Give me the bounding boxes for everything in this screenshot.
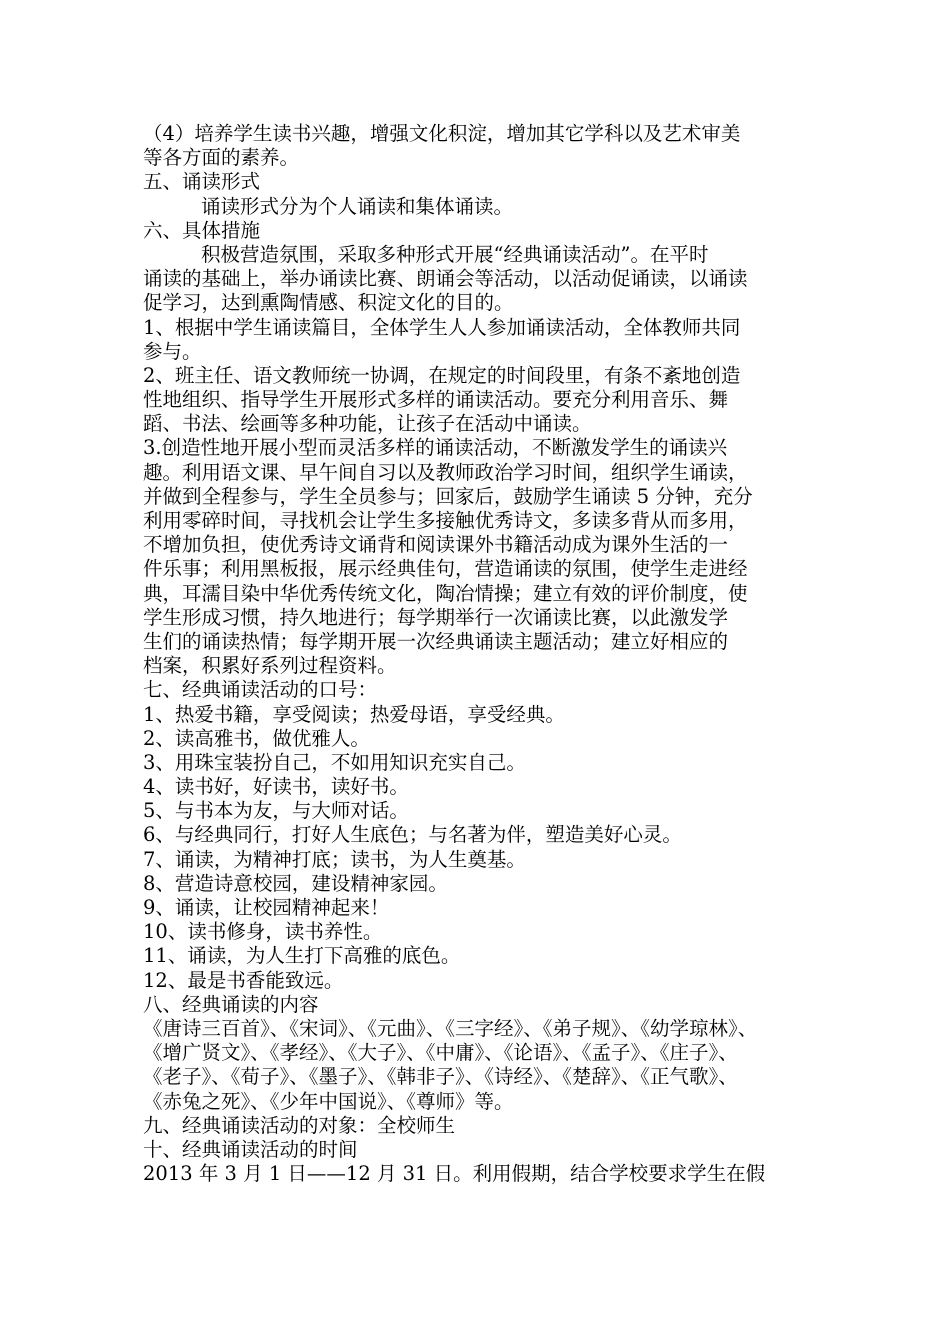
text-line: 1、根据中学生诵读篇目，全体学生人人参加诵读活动，全体教师共同 [143, 315, 741, 339]
text-line: （4）培养学生读书兴趣，增强文化积淀，增加其它学科以及艺术审美 [143, 122, 741, 145]
document-page [143, 122, 815, 1186]
text-line: 生们的诵读热情；每学期开展一次经典诵读主题活动；建立好相应的 [143, 629, 729, 653]
text-line: 六、具体措施 [143, 218, 261, 242]
text-line: 参与。 [143, 339, 202, 363]
text-line: 2、读高雅书，做优雅人。 [143, 726, 370, 750]
text-line: 《唐诗三百首》、《宋词》、《元曲》、《三字经》、《弟子规》、《幼学琼林》、 [143, 1016, 758, 1040]
text-line: 6、与经典同行，打好人生底色；与名著为伴，塑造美好心灵。 [143, 823, 682, 847]
text-line: 并做到全程参与，学生全员参与；回家后，鼓励学生诵读 5 分钟，充分 [143, 484, 753, 508]
text-line: 3.创造性地开展小型而灵活多样的诵读活动，不断激发学生的诵读兴 [143, 436, 728, 460]
text-line: 9、诵读，让校园精神起来！ [143, 896, 390, 919]
text-line: 诵读形式分为个人诵读和集体诵读。 [201, 194, 514, 218]
text-line: 8、营造诗意校园，建设精神家园。 [143, 871, 448, 895]
text-line: 性地组织、指导学生开展形式多样的诵读活动。要充分利用音乐、舞 [143, 388, 729, 412]
text-line: 《赤兔之死》、《少年中国说》、《尊师》等。 [143, 1089, 514, 1113]
text-line: 《增广贤文》、《孝经》、《大子》、《中庸》、《论语》、《孟子》、《庄子》、 [143, 1041, 738, 1065]
text-line: 利用零碎时间，寻找机会让学生多接触优秀诗文，多读多背从而多用， [143, 509, 748, 532]
text-line: 促学习，达到熏陶情感、积淀文化的目的。 [143, 291, 514, 315]
text-line: 《老子》、《荀子》、《墨子》、《韩非子》、《诗经》、《楚辞》、《正气歌》、 [143, 1065, 738, 1089]
text-line: 2、班主任、语文教师统一协调，在规定的时间段里，有条不紊地创造 [143, 363, 741, 387]
text-line: 2013 年 3 月 1 日——12 月 31 日。利用假期，结合学校要求学生在假 [143, 1162, 766, 1186]
text-line: 等各方面的素养。 [143, 146, 300, 170]
text-line: 1、热爱书籍，享受阅读；热爱母语，享受经典。 [143, 702, 565, 726]
text-line: 趣。利用语文课、早午间自习以及教师政治学习时间，组织学生诵读， [143, 460, 748, 484]
text-line: 7、诵读，为精神打底；读书，为人生奠基。 [143, 847, 526, 871]
text-line: 件乐事；利用黑板报，展示经典佳句，营造诵读的氛围，使学生走进经 [143, 557, 748, 581]
text-line: 积极营造氛围，采取多种形式开展“经典诵读活动”。在平时 [201, 242, 709, 266]
text-line: 学生形成习惯，持久地进行；每学期举行一次诵读比赛，以此激发学 [143, 605, 729, 629]
text-line: 不增加负担，使优秀诗文诵背和阅读课外书籍活动成为课外生活的一 [143, 533, 729, 557]
text-line: 八、经典诵读的内容 [143, 992, 319, 1016]
text-line: 11、诵读，为人生打下高雅的底色。 [143, 944, 461, 968]
text-line: 诵读的基础上，举办诵读比赛、朗诵会等活动，以活动促诵读，以诵读 [143, 267, 748, 291]
text-line: 5、与书本为友，与大师对话。 [143, 799, 409, 823]
text-line: 4、读书好，好读书，读好书。 [143, 775, 409, 799]
text-line: 蹈、书法、绘画等多种功能，让孩子在活动中诵读。 [143, 412, 592, 436]
text-line: 五、诵读形式 [143, 170, 261, 194]
text-line: 十、经典诵读活动的时间 [143, 1137, 358, 1161]
text-line: 3、用珠宝装扮自己，不如用知识充实自己。 [143, 750, 526, 774]
text-line: 九、经典诵读活动的对象：全校师生 [143, 1113, 456, 1137]
text-line: 档案，积累好系列过程资料。 [143, 654, 397, 678]
text-line: 典，耳濡目染中华优秀传统文化，陶冶情操；建立有效的评价制度，使 [143, 581, 748, 605]
text-line: 12、最是书香能致远。 [143, 968, 344, 992]
text-line: 七、经典诵读活动的口号： [143, 678, 378, 702]
text-line: 10、读书修身，读书养性。 [143, 920, 383, 944]
